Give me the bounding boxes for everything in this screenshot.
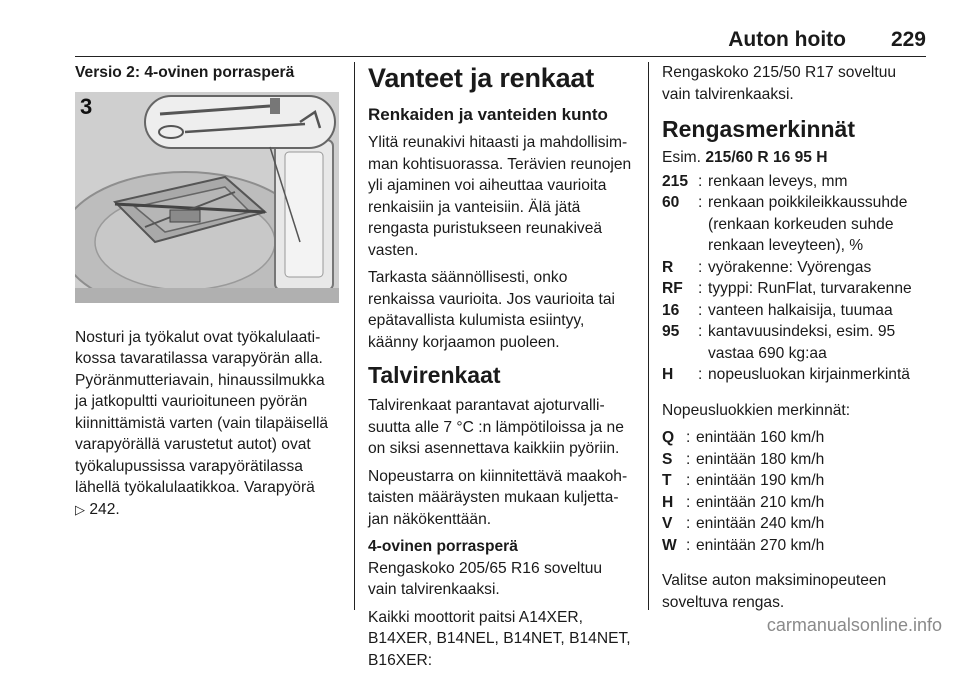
body-variant-subheading: 4-ovinen porrasperä bbox=[368, 538, 518, 555]
section-heading: Vanteet ja renkaat bbox=[368, 63, 595, 93]
paragraph: Rengaskoko 215/50 R17 soveltuu vain talvirenkaaksi. bbox=[662, 64, 897, 103]
definition-key: R bbox=[662, 258, 674, 276]
speed-separator: : bbox=[686, 429, 691, 446]
speed-row bbox=[662, 427, 926, 449]
definition-separator: : bbox=[698, 194, 703, 211]
example-value: 215/60 R 16 95 H bbox=[705, 149, 828, 166]
speed-intro: Nopeusluokkien merkinnät: bbox=[662, 401, 851, 419]
tire-markings-heading: Rengasmerkinnät bbox=[662, 116, 856, 142]
column-right bbox=[662, 62, 926, 619]
tool-kit-figure bbox=[75, 92, 339, 303]
page-header bbox=[75, 22, 926, 57]
definition-value: renkaan leveys, mm bbox=[708, 172, 848, 190]
definition-list bbox=[662, 171, 926, 386]
section-title: Auton hoito bbox=[728, 28, 846, 51]
example-label: Esim. bbox=[662, 149, 701, 166]
definition-value: vyörakenne: Vyörengas bbox=[708, 258, 872, 276]
paragraph: Nopeustarra on kiinnitettävä maakohtaisten määräysten mukaan kuljettajan näkökenttään. bbox=[368, 467, 628, 528]
definition-value: nopeusluokan kirjainmerkintä bbox=[708, 366, 910, 383]
definition-value: vanteen halkaisija, tuumaa bbox=[708, 301, 893, 319]
tool-kit-illustration bbox=[75, 92, 339, 303]
speed-value: enintään 190 km/h bbox=[696, 472, 825, 489]
speed-value: enintään 210 km/h bbox=[696, 493, 825, 511]
definition-row bbox=[662, 171, 926, 193]
paragraph: Tarkasta säännöllisesti, onko renkaissa vaurioita. Jos vaurioita tai epätavallista kulumista esiintyy, käänny korjaamon puoleen. bbox=[368, 269, 616, 351]
speed-separator: : bbox=[686, 450, 691, 468]
definition-key: H bbox=[662, 366, 674, 383]
speed-key: V bbox=[662, 515, 673, 532]
definition-key: 95 bbox=[662, 323, 680, 340]
definition-separator: : bbox=[698, 258, 703, 276]
speed-key: S bbox=[662, 450, 673, 468]
section-subheading: Renkaiden ja vanteiden kunto bbox=[368, 105, 608, 124]
paragraph: Ylitä reunakivi hitaasti ja mahdollisimman kohtisuorassa. Terävien reunojen yli ajaminen voi aiheuttaa vaurioita renkaisiin ja vanteisiin. Älä jätä rengasta puristukseen reunakiveä vasten. bbox=[368, 134, 632, 259]
tool-paragraph-text: Nosturi ja työkalut ovat työkalulaatikossa tavaratilassa varapyörän alla. Pyöränmutteriavain, hinaussilmukka ja jatkopultti vaurioituneen pyörän kiinnittämistä varten (vain tilapäisellä varapyörällä varustetut autot) ovat työkalupussissa varapyörätilassa lähellä työkalulaatikkoa. Varapyörä bbox=[75, 328, 329, 496]
definition-row bbox=[662, 321, 926, 364]
definition-separator: : bbox=[698, 172, 703, 190]
example-line bbox=[662, 147, 926, 169]
paragraph: Talvirenkaat parantavat ajoturvallisuutta alle 7 °C :n lämpötiloissa ja ne on siksi asennettava kaikkiin pyöriin. bbox=[368, 397, 624, 457]
definition-row bbox=[662, 192, 926, 257]
column-middle bbox=[368, 62, 634, 677]
speed-row bbox=[662, 492, 926, 514]
speed-value: enintään 180 km/h bbox=[696, 450, 825, 468]
paragraph: Rengaskoko 205/65 R16 soveltuu vain talvirenkaaksi. bbox=[368, 559, 603, 598]
tool-paragraph bbox=[75, 327, 339, 521]
column-divider bbox=[354, 62, 355, 610]
paragraph: Kaikki moottorit paitsi A14XER, B14XER, B14NEL, B14NET, B14NET, B16XER: bbox=[368, 608, 631, 669]
column-divider bbox=[648, 62, 649, 610]
speed-value: enintään 160 km/h bbox=[696, 429, 825, 446]
version-subheading: Versio 2: 4-ovinen porrasperä bbox=[75, 64, 295, 81]
figure-number: 3 bbox=[80, 93, 93, 119]
speed-row bbox=[662, 513, 926, 535]
speed-row bbox=[662, 535, 926, 557]
definition-separator: : bbox=[698, 366, 703, 383]
speed-value: enintään 270 km/h bbox=[696, 536, 825, 554]
speed-value: enintään 240 km/h bbox=[696, 515, 825, 532]
definition-value: tyyppi: RunFlat, turvarakenne bbox=[708, 280, 912, 297]
speed-separator: : bbox=[686, 472, 691, 489]
speed-row bbox=[662, 449, 926, 471]
page-reference-icon: ▷ bbox=[75, 501, 85, 517]
winter-tires-heading: Talvirenkaat bbox=[368, 362, 501, 388]
definition-separator: : bbox=[698, 280, 703, 297]
definition-key: RF bbox=[662, 280, 683, 297]
speed-list bbox=[662, 427, 926, 556]
speed-key: H bbox=[662, 493, 674, 511]
definition-key: 215 bbox=[662, 172, 689, 190]
page-reference-link[interactable]: 242. bbox=[89, 500, 120, 518]
speed-row bbox=[662, 470, 926, 492]
speed-separator: : bbox=[686, 536, 691, 554]
page-number: 229 bbox=[890, 28, 926, 51]
speed-separator: : bbox=[686, 493, 691, 511]
definition-separator: : bbox=[698, 323, 703, 340]
definition-key: 16 bbox=[662, 301, 680, 319]
speed-key: W bbox=[662, 536, 677, 554]
definition-row bbox=[662, 257, 926, 279]
speed-key: Q bbox=[662, 429, 675, 446]
definition-row bbox=[662, 278, 926, 300]
definition-value: kantavuusindeksi, esim. 95 vastaa 690 kg:aa bbox=[708, 323, 896, 362]
definition-row bbox=[662, 300, 926, 322]
definition-key: 60 bbox=[662, 194, 680, 211]
watermark: carmanualsonline.info bbox=[766, 615, 942, 635]
definition-separator: : bbox=[698, 301, 703, 319]
speed-key: T bbox=[662, 472, 672, 489]
paragraph: Valitse auton maksiminopeuteen soveltuva rengas. bbox=[662, 572, 887, 611]
definition-row bbox=[662, 364, 926, 386]
speed-separator: : bbox=[686, 515, 691, 532]
column-left bbox=[75, 62, 339, 520]
definition-value: renkaan poikkileikkaussuhde (renkaan korkeuden suhde renkaan leveyteen), % bbox=[708, 194, 908, 254]
